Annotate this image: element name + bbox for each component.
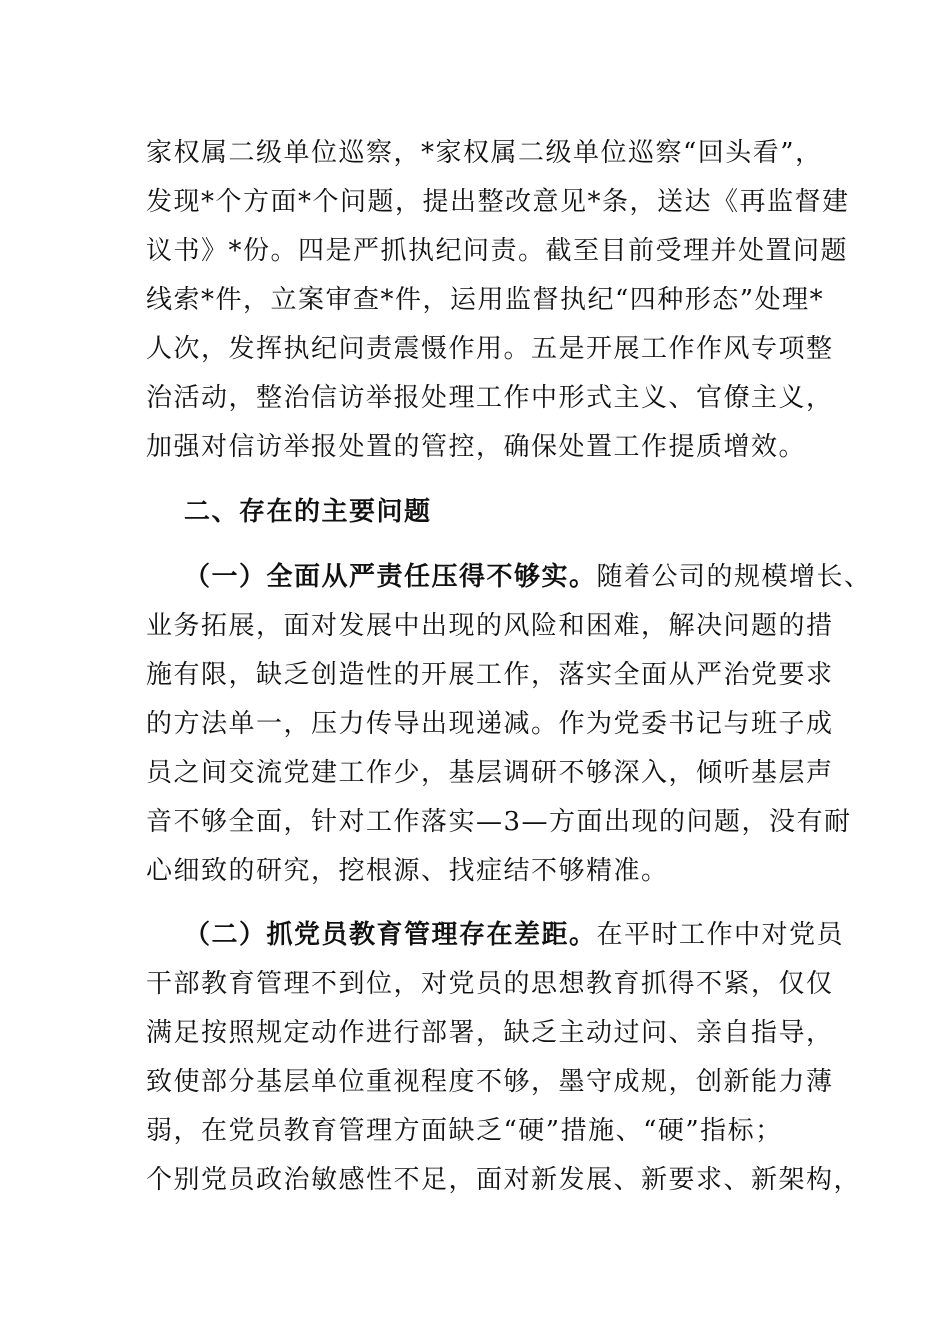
item2-title: （二）抓党员教育管理存在差距。 [184, 920, 597, 950]
body-text-line: 议书》*份。四是严抓执纪问责。截至目前受理并处置问题 [146, 236, 849, 266]
body-text-line: 的方法单一，压力传导出现递减。作为党委书记与班子成 [146, 709, 834, 739]
body-text-line: 线索*件，立案审查*件，运用监督执纪“四种形态”处理* [146, 285, 825, 315]
section-heading: 二、存在的主要问题 [184, 497, 432, 527]
body-text-line: 满足按照规定动作进行部署，缺乏主动过问、亲自指导， [146, 1018, 834, 1048]
body-text-line: 施有限，缺乏创造性的开展工作，落实全面从严治党要求 [146, 660, 834, 690]
body-text-line: 加强对信访举报处置的管控，确保处置工作提质增效。 [146, 432, 807, 462]
item1-first-line-text: 随着公司的规模增长、 [596, 562, 872, 592]
body-text-line: 员之间交流党建工作少，基层调研不够深入，倾听基层声 [146, 758, 834, 788]
item2-first-line [184, 920, 844, 950]
item1-first-line [184, 562, 872, 592]
body-text-line: 家权属二级单位巡察，*家权属二级单位巡察“回头看”， [146, 138, 823, 168]
item1-title: （一）全面从严责任压得不够实。 [184, 562, 597, 592]
body-text-line: 干部教育管理不到位，对党员的思想教育抓得不紧，仅仅 [146, 969, 834, 999]
body-text-line: 业务拓展，面对发展中出现的风险和困难，解决问题的措 [146, 611, 834, 641]
body-text-line: 治活动，整治信访举报处理工作中形式主义、官僚主义， [146, 383, 834, 413]
body-text-line: 人次，发挥执纪问责震慑作用。五是开展工作作风专项整 [146, 334, 834, 364]
body-text-line: 心细致的研究，挖根源、找症结不够精准。 [146, 856, 669, 886]
body-text-line: 致使部分基层单位重视程度不够，墨守成规，创新能力薄 [146, 1067, 834, 1097]
body-text-line: 弱，在党员教育管理方面缺乏“硬”措施、“硬”指标； [146, 1116, 783, 1146]
body-text-line: 发现*个方面*个问题，提出整改意见*条，送达《再监督建 [146, 187, 850, 217]
body-text-line: 个别党员政治敏感性不足，面对新发展、新要求、新架构， [146, 1165, 862, 1195]
body-text-line: 音不够全面，针对工作落实—3—方面出现的问题，没有耐 [146, 807, 852, 837]
item2-first-line-text: 在平时工作中对党员 [596, 920, 845, 950]
